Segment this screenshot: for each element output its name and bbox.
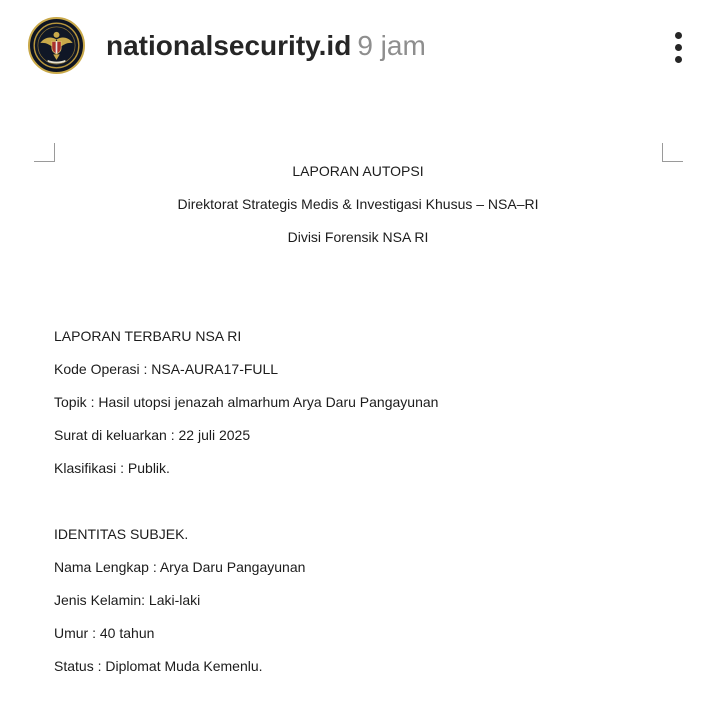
document-subtitle: Direktorat Strategis Medis & Investigasi Khusus – NSA–RI (177, 196, 539, 212)
subject-full-name: Nama Lengkap : Arya Daru Pangayunan (54, 559, 306, 575)
post-timestamp: 9 jam (357, 30, 426, 61)
garuda-emblem-icon (30, 19, 83, 72)
avatar[interactable] (28, 17, 85, 74)
crop-mark-right (662, 143, 683, 162)
post-meta (106, 26, 426, 66)
report-heading: LAPORAN TERBARU NSA RI (54, 328, 242, 344)
operation-code: Kode Operasi : NSA-AURA17-FULL (54, 361, 279, 377)
more-options-button[interactable] (660, 26, 698, 68)
subject-gender: Jenis Kelamin: Laki-laki (54, 592, 201, 608)
classification: Klasifikasi : Publik. (54, 460, 170, 476)
more-vertical-icon (675, 32, 682, 39)
identity-heading: IDENTITAS SUBJEK. (54, 526, 189, 542)
post-header (0, 0, 720, 92)
report-topic: Topik : Hasil utopsi jenazah almarhum Arya Daru Pangayunan (54, 394, 439, 410)
document-title: LAPORAN AUTOPSI (292, 163, 424, 179)
crop-mark-left (34, 143, 55, 162)
issue-date: Surat di keluarkan : 22 juli 2025 (54, 427, 251, 443)
subject-age: Umur : 40 tahun (54, 625, 155, 641)
subject-status: Status : Diplomat Muda Kemenlu. (54, 658, 263, 674)
username-link[interactable]: nationalsecurity.id (106, 30, 352, 61)
document-division: Divisi Forensik NSA RI (287, 229, 429, 245)
